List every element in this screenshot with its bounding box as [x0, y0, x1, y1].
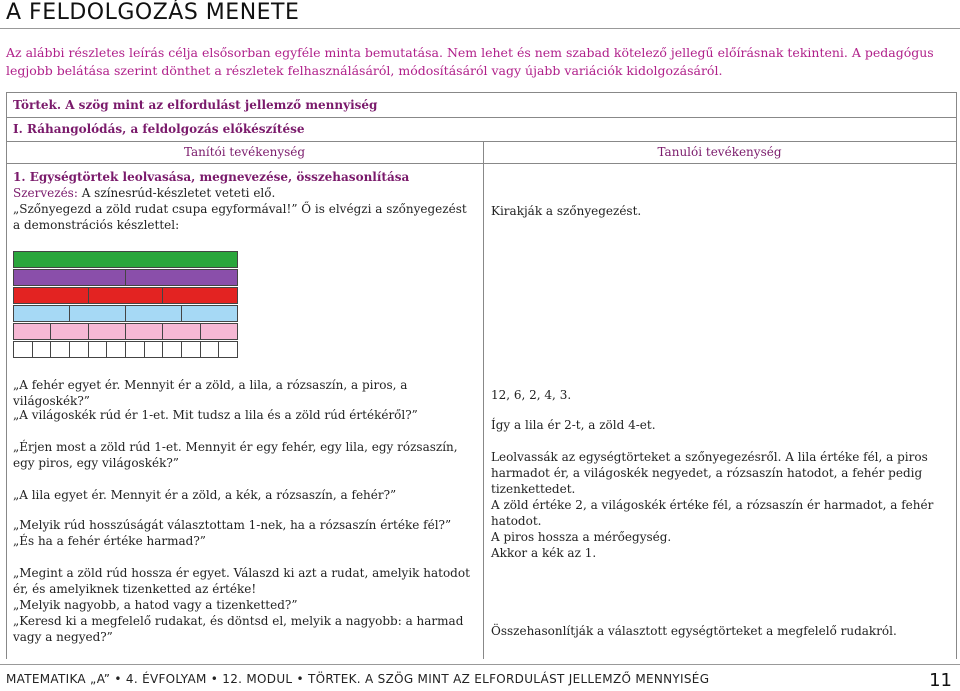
q4: „A lila egyet ér. Mennyit ér a zöld, a kék, a rózsaszín, a fehér?” [13, 488, 397, 502]
column-divider [483, 141, 484, 659]
organization-text: A színesrúd-készletet veteti elő. [77, 186, 276, 200]
rod-segment [181, 341, 201, 358]
rod-segment [32, 341, 52, 358]
section1-student-answer: Kirakják a szőnyegezést. [491, 204, 642, 218]
rod-segment [13, 323, 51, 340]
page-number: 11 [929, 670, 952, 691]
rod-segment [88, 323, 126, 340]
teacher-column-header: Tanítói tevékenység [183, 145, 306, 159]
rod-segment [125, 341, 145, 358]
intro-text: Az alábbi részletes leírás célja elsősorban egyféle minta bemutatása. Nem lehet és nem szabad kötelező jellegű előírásnak tekinteni. A pedagógus legjobb belátása szerint dönthet a részletek felhasználásáról, módosításáról vagy újabb variációk kidolgozásáról. [6, 45, 934, 78]
rod-segment [88, 341, 108, 358]
rod-segment [181, 305, 238, 322]
rod-segment [162, 341, 182, 358]
rod-segment [69, 305, 126, 322]
rod-row [13, 251, 243, 269]
rod-segment [162, 287, 238, 304]
rod-segment [13, 305, 70, 322]
rod-row [13, 269, 243, 287]
color-rods-figure [13, 251, 243, 359]
rod-row [13, 287, 243, 305]
footer-text: MATEMATIKA „A” • 4. ÉVFOLYAM • 12. MODUL • TÖRTEK. A SZÖG MINT AZ ELFORDULÁST JELLEMZŐ MENNYISÉG [6, 672, 710, 686]
q2: „A világoskék rúd ér 1-et. Mit tudsz a lila és a zöld rúd értékéről?” [13, 408, 418, 422]
rod-segment [125, 269, 238, 286]
q3: „Érjen most a zöld rúd 1-et. Mennyit ér egy fehér, egy lila, egy rózsaszín, egy piros, egy világoskék?” [13, 440, 458, 470]
rod-segment [106, 341, 126, 358]
footer-divider [0, 664, 960, 665]
rod-segment [200, 323, 238, 340]
organization-label: Szervezés: [13, 186, 78, 200]
section1-question: „Szőnyegezd a zöld rudat csupa egyformával!” Ő is elvégzi a szőnyegezést a demonstrációs készlettel: [13, 202, 467, 232]
section1-title: 1. Egységtörtek leolvasása, megnevezése, összehasonlítása [13, 170, 410, 184]
a5: Összehasonlítják a választott egységtörteket a megfelelő rudakról. [491, 624, 897, 638]
section1-organization [13, 185, 475, 201]
rod-segment [13, 251, 238, 268]
a4: A zöld értéke 2, a világoskék értéke fél, a rózsaszín ér harmadot, a fehér hatodot. A piros hossza a mérőegység. Akkor a kék az 1. [491, 498, 934, 560]
rod-segment [162, 323, 200, 340]
rod-segment [200, 341, 220, 358]
rod-row [13, 323, 243, 341]
section1-teacher [13, 169, 475, 233]
rod-segment [144, 341, 164, 358]
rod-segment [13, 341, 33, 358]
rod-segment [218, 341, 238, 358]
lesson-topic: Törtek. A szög mint az elfordulást jellemző mennyiség [13, 98, 378, 112]
rod-segment [69, 341, 89, 358]
lesson-table [6, 92, 957, 659]
rod-segment [125, 323, 163, 340]
a3: Leolvassák az egységtörteket a szőnyegezésről. A lila értéke fél, a piros harmadot ér, a világoskék negyedet, a rózsaszín hatodot, a fehér pedig tizenkettedet. [491, 450, 928, 496]
rod-segment [13, 269, 126, 286]
rod-segment [88, 287, 164, 304]
q5: „Melyik rúd hosszúságát választottam 1-nek, ha a rózsaszín értéke fél?” „És ha a fehér értéke harmad?” [13, 518, 452, 548]
q6: „Megint a zöld rúd hossza ér egyet. Válaszd ki azt a rudat, amelyik hatodot ér, és amelyiknek tizenketted az értéke! „Melyik nagyobb, a hatod vagy a tizenketted?” „Keresd ki a megfelelő rudakat, és döntsd el, melyik a nagyobb: a harmad vagy a negyed?” [13, 566, 470, 644]
title-divider [0, 28, 960, 29]
rod-segment [125, 305, 182, 322]
a1: 12, 6, 2, 4, 3. [491, 388, 572, 402]
q1: „A fehér egyet ér. Mennyit ér a zöld, a lila, a rózsaszín, a piros, a világoskék?” [13, 378, 408, 408]
rod-segment [50, 341, 70, 358]
student-column-header: Tanulói tevékenység [657, 145, 782, 159]
page-title: A FELDOLGOZÁS MENETE [6, 0, 300, 25]
rod-row [13, 305, 243, 323]
a2: Így a lila ér 2-t, a zöld 4-et. [491, 418, 656, 432]
lesson-phase-row [7, 117, 956, 142]
lesson-phase: I. Ráhangolódás, a feldolgozás előkészítése [13, 122, 305, 136]
lesson-topic-row [7, 93, 956, 118]
rod-row [13, 341, 243, 359]
column-header-row [7, 141, 956, 164]
rod-segment [50, 323, 88, 340]
rod-segment [13, 287, 89, 304]
